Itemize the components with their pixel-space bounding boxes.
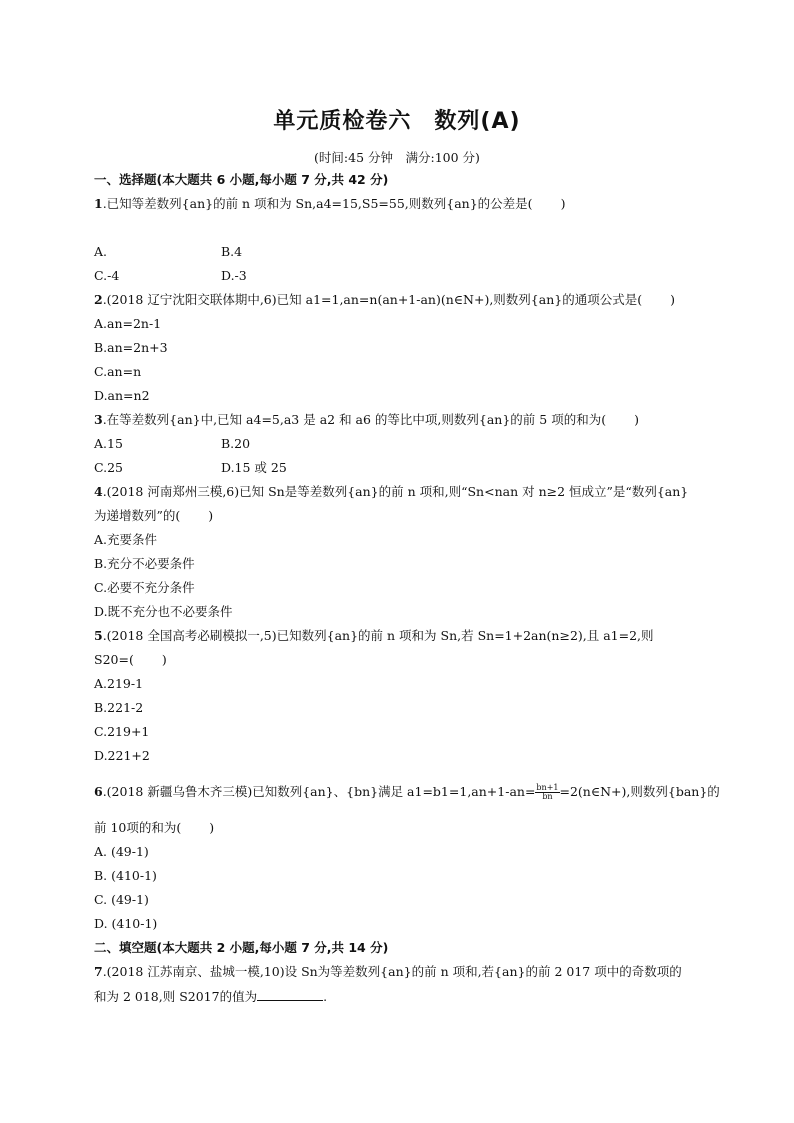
- page-title: 单元质检卷六 数列(A): [273, 109, 521, 134]
- option-d: D.an=n2: [94, 388, 150, 403]
- section-choice-heading: 一、选择题(本大题共 6 小题,每小题 7 分,共 42 分): [94, 172, 389, 187]
- question-4-continued: 为递增数列”的( ): [94, 508, 214, 523]
- question-number: 3: [94, 412, 103, 427]
- answer-blank[interactable]: [257, 988, 323, 1001]
- option-b: B.an=2n+3: [94, 340, 168, 355]
- question-number: 1: [94, 196, 103, 211]
- option-a: A.219-1: [94, 676, 144, 691]
- question-4: [94, 484, 688, 500]
- option-d: D. (410-1): [94, 916, 158, 931]
- question-7-continued: 和为 2 018,则 S2017的值为 .: [94, 989, 328, 1004]
- option-b: B.221-2: [94, 700, 144, 715]
- question-text: .(2018 全国高考必刷模拟一,5)已知数列{an}的前 n 项和为 Sn,若 Sn=1+2an(n≥2),且 a1=2,则: [102, 628, 654, 643]
- exam-info: (时间:45 分钟 满分:100 分): [314, 150, 480, 165]
- question-text: .已知等差数列{an}的前 n 项和为 Sn,a4=15,S5=55,则数列{an}的公差是(: [102, 196, 533, 211]
- question-2: 2.(2018 辽宁沈阳交联体期中,6)已知 a1=1,an=n(an+1-an)(n∈N+),则数列{an}的通项公式是( ): [94, 292, 675, 307]
- option-a: A.: [94, 244, 108, 259]
- question-text: .在等差数列{an}中,已知 a4=5,a3 是 a2 和 a6 的等比中项,则数列{an}的前 5 项的和为(: [102, 412, 607, 427]
- question-number: 2: [94, 292, 103, 307]
- option-c: C.-4: [94, 268, 120, 283]
- question-5-continued: S20=( ): [94, 652, 167, 667]
- question-6: 6.(2018 新疆乌鲁木齐三模)已知数列{an}、{bn}满足 a1=b1=1,an+1-an= $\frac{bn+1}{bn}$ =2(n∈N+),则数列{ban}的: [94, 783, 720, 801]
- option-d: D.既不充分也不必要条件: [94, 604, 233, 619]
- question-text: .(2018 新疆乌鲁木齐三模)已知数列{an}、{bn}满足 a1=b1=1,an+1-an=: [102, 784, 536, 799]
- question-6-continued: 前 10项的和为( ): [94, 820, 215, 835]
- question-number: 5: [94, 628, 103, 643]
- question-7: [94, 964, 682, 980]
- option-d: D.221+2: [94, 748, 150, 763]
- question-text: .(2018 辽宁沈阳交联体期中,6)已知 a1=1,an=n(an+1-an)(n∈N+),则数列{an}的通项公式是(: [102, 292, 643, 307]
- option-b: B.4: [221, 244, 243, 259]
- option-b: B. (410-1): [94, 868, 157, 883]
- option-d: D.15 或 25: [221, 460, 287, 475]
- option-c: C.25: [94, 460, 123, 475]
- question-5: [94, 628, 654, 644]
- question-text: .(2018 江苏南京、盐城一模,10)设 Sn为等差数列{an}的前 n 项和,若{an}的前 2 017 项中的奇数项的: [102, 964, 682, 979]
- section-fill-heading: 二、填空题(本大题共 2 小题,每小题 7 分,共 14 分): [94, 940, 389, 955]
- option-c: C.必要不充分条件: [94, 580, 195, 595]
- question-text: .(2018 河南郑州三模,6)已知 Sn是等差数列{an}的前 n 项和,则“Sn<nan 对 n≥2 恒成立”是“数列{an}: [102, 484, 689, 499]
- option-c: C. (49-1): [94, 892, 149, 907]
- option-b: B.20: [221, 436, 251, 451]
- question-number: 7: [94, 964, 103, 979]
- question-number: 4: [94, 484, 103, 499]
- question-1: 1.已知等差数列{an}的前 n 项和为 Sn,a4=15,S5=55,则数列{an}的公差是( ): [94, 196, 566, 211]
- fraction: $\frac{bn+1}{bn}$: [536, 783, 559, 801]
- option-b: B.充分不必要条件: [94, 556, 195, 571]
- option-d: D.-3: [221, 268, 247, 283]
- option-a: A.15: [94, 436, 123, 451]
- question-number: 6: [94, 784, 103, 799]
- question-3: 3.在等差数列{an}中,已知 a4=5,a3 是 a2 和 a6 的等比中项,则数列{an}的前 5 项的和为( ): [94, 412, 639, 427]
- option-c: C.219+1: [94, 724, 150, 739]
- option-a: A.an=2n-1: [94, 316, 162, 331]
- option-c: C.an=n: [94, 364, 142, 379]
- option-a: A.充要条件: [94, 532, 158, 547]
- option-a: A. (49-1): [94, 844, 149, 859]
